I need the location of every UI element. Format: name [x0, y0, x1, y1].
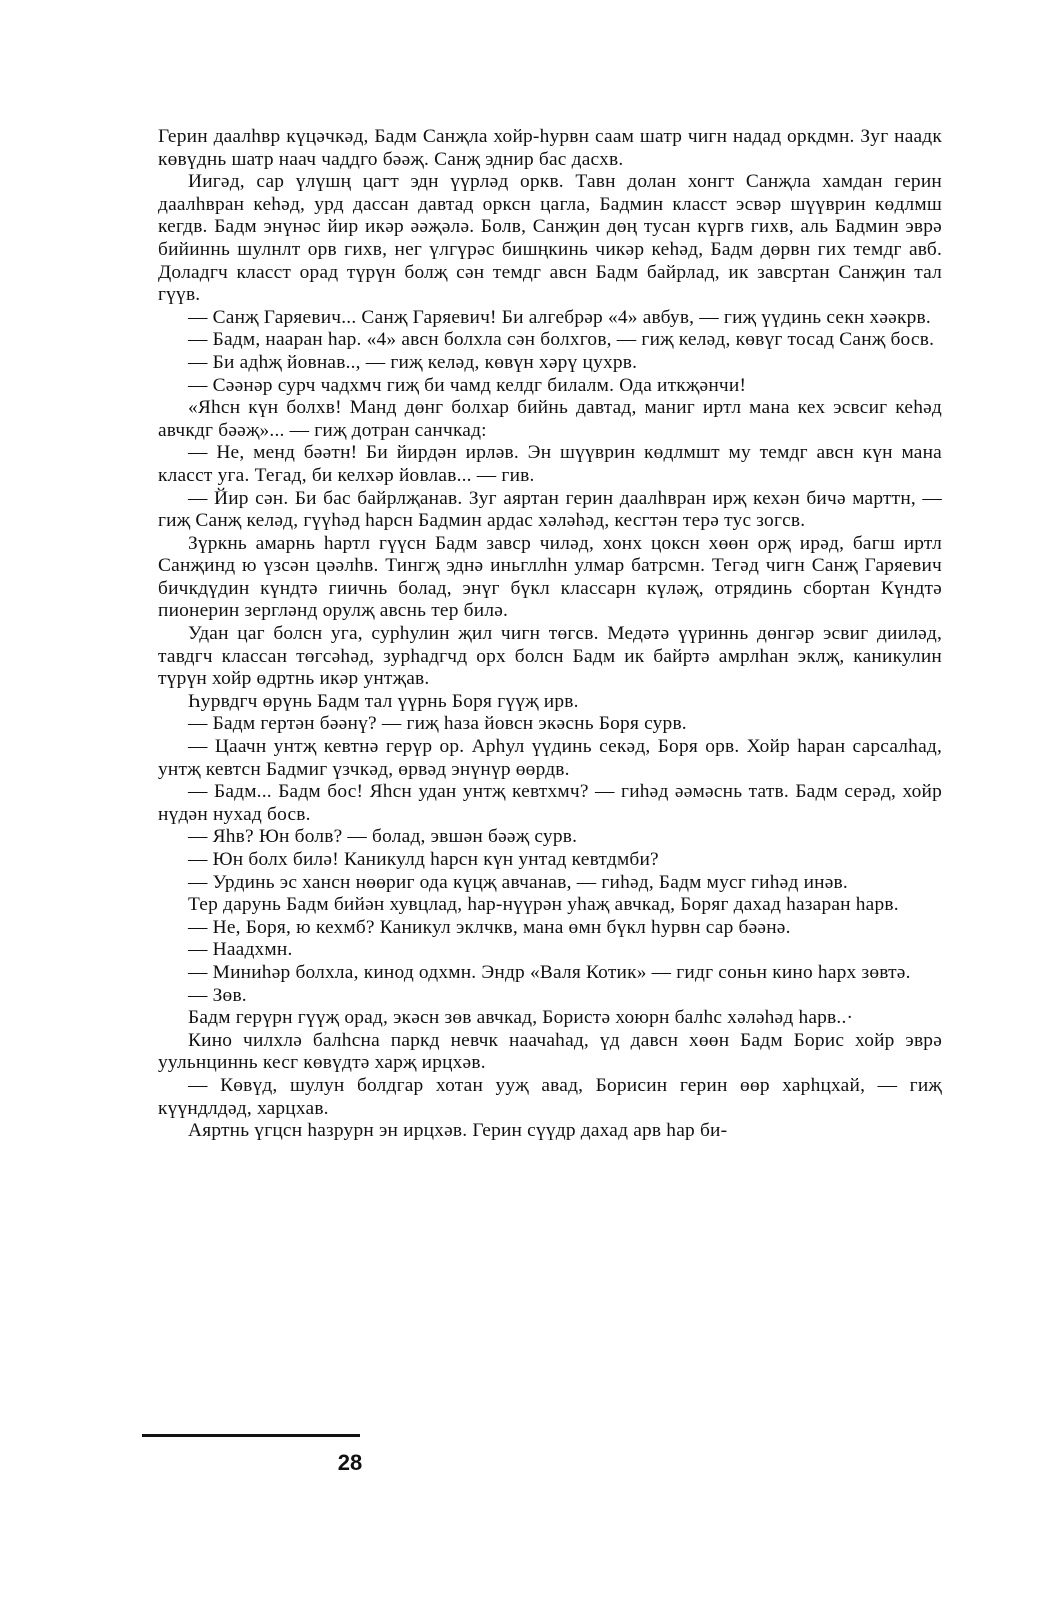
- paragraph: Удан цаг болсн уга, сурһулин җил чигн төгсв. Медәтә үүриннь дөнгәр эсвиг дииләд, тавдгч классан төгсәһәд, зурһадгчд орх болсн Бадм ик байртә амрлһан эклҗ, каникулин түрүн хойр өдртнь икәр унтҗав.: [158, 623, 942, 690]
- paragraph: Бадм герүрн гүүҗ орад, экәсн зөв авчкад, Бористә хоюрн балһс хәләһәд һарв..·: [188, 1007, 854, 1029]
- paragraph: Тер дарунь Бадм бийән хувцлад, һар-нүүрән уһаҗ авчкад, Боряг дахад һазаран һарв.: [188, 894, 899, 916]
- dialogue-paragraph: — Яһв? Юн болв? — болад, эвшән бәәҗ сурв.: [188, 826, 578, 848]
- dialogue-paragraph: — Бадм гертән бәәнү? — гиҗ һаза йовсн экәснь Боря сурв.: [188, 713, 687, 735]
- text-page: [158, 126, 942, 1606]
- dialogue-paragraph: — Зөв.: [188, 984, 247, 1006]
- dialogue-paragraph: — Бадм... Бадм бос! Яһсн удан унтҗ кевтхмч? — гиһәд әәмәснь татв. Бадм серәд, хойр нүдән нухад босв.: [158, 781, 942, 825]
- dialogue-paragraph: — Бадм, нааран һар. «4» авсн болхла сән болхгов, — гиҗ келәд, көвүг тосад Санҗ босв.: [188, 329, 935, 351]
- paragraph: «Яһсн күн болхв! Манд дөнг болхар бийнь давтад, маниг иртл мана кех эсвсиг кеһәд авчкдг бәәҗ»... — гиҗ дотран санчкад:: [158, 397, 942, 441]
- dialogue-paragraph: — Көвүд, шулун болдгар хотан ууҗ авад, Борисин герин өөр харһцхай, — гиҗ күүндлдәд, харцхав.: [158, 1074, 942, 1119]
- dialogue-paragraph: — Санҗ Гаряевич... Санҗ Гаряевич! Би алгебрәр «4» авбув, — гиҗ үүдинь секн хәәкрв.: [188, 306, 931, 328]
- dialogue-paragraph: — Би адһҗ йовнав.., — гиҗ келәд, көвүн хәрү цухрв.: [188, 351, 638, 373]
- dialogue-paragraph: — Юн болх билә! Каникулд һарсн күн унтад кевтдмби?: [188, 849, 659, 870]
- dialogue-paragraph: — Урдинь эс хансн нөөриг ода күцҗ авчанав, — гиһәд, Бадм мусг гиһәд инәв.: [188, 871, 848, 893]
- paragraph: Герин даалһвр күцәчкәд, Бадм Санҗла хойр-һурвн саам шатр чигн надад оркдмн. Зуг наадк көвүднь шатр наач чаддго бәәҗ. Санҗ эднир бас дасхв.: [158, 126, 942, 170]
- page-number: 28: [337, 1450, 363, 1475]
- dialogue-paragraph: — Не, менд бәәтн! Би йирдән ирләв. Эн шүүврин көдлмшт му темдг авсн күн мана класст уга. Тегад, би келхәр йовлав... — гив.: [158, 442, 942, 486]
- paragraph: Иигәд, сар үлүшң цагт эдн үүрләд оркв. Тавн долан хонгт Санҗла хамдан герин даалһвран кеһәд, урд дассан давтад орксн цагла, Бадмин класст эсвәр шүүврин көдлмш кегдв. Бадм энүнәс йир икәр әәҗәлә. Болв, Санҗин дөң тусан күргв гихв, аль Бадмин эврә бийиннь шулнлт орв гихв, нег үлгүрәс бишңкинь чикәр кеһәд, Бадм дөрвн гих темдг авб. Доладгч класст орад түрүн болҗ сән темдг авсн Бадм байрлад, ик завсртан Санҗин тал гүүв.: [158, 171, 942, 306]
- dialogue-paragraph: — Наадхмн.: [188, 939, 293, 961]
- paragraph: Кино чилхлә балһсна паркд невчк наачаһад, үд давсн хөөн Бадм Борис хойр эврә уульнциннь кесг көвүдтә харҗ ирцхәв.: [158, 1029, 942, 1074]
- dialogue-paragraph: — Миниһәр болхла, кинод одхмн. Эндр «Валя Котик» — гидг соньн кино һарх зөвтә.: [188, 961, 911, 983]
- footer-rule: [142, 1434, 360, 1437]
- paragraph: Һурвдгч өрүнь Бадм тал үүрнь Боря гүүҗ ирв.: [188, 690, 579, 712]
- dialogue-paragraph: — Сәәнәр сурч чадхмч гиҗ би чамд келдг билалм. Ода иткҗәнчи!: [188, 374, 747, 396]
- dialogue-paragraph: — Цаачн унтҗ кевтнә герүр ор. Арһул үүдинь секәд, Боря орв. Хойр һаран сарсалһад, унтҗ кевтсн Бадмиг үзчкәд, өрвәд энүнүр өөрдв.: [158, 736, 942, 780]
- dialogue-paragraph: — Не, Боря, ю кехмб? Каникул эклчкв, мана өмн бүкл һурвн сар бәәнә.: [188, 916, 791, 938]
- paragraph: Зүркнь амарнь һартл гүүсн Бадм завср чиләд, хонх цоксн хөөн орҗ ирәд, багш иртл Санҗинд ю үзсән цәәлһв. Тингҗ эднә иньгллһн улмар батрсмн. Тегәд чигн Санҗ Гаряевич бичкдүдин күндтә гиичнь болад, энүг бүкл классарн күләҗ, отрядинь сбортан Күндтә пионерин зергләнд орулҗ авснь тер билә.: [158, 532, 942, 622]
- dialogue-paragraph: — Йир сән. Би бас байрлҗанав. Зуг аяртан герин даалһвран ирҗ кехән бичә марттн, — гиҗ Санҗ келәд, гүүһәд һарсн Бадмин ардас хәләһәд, кесгтән терә тус зогсв.: [158, 487, 942, 532]
- paragraph: Аяртнь үгцсн һазрурн эн ирцхәв. Герин сүүдр дахад арв һар би-: [188, 1120, 728, 1142]
